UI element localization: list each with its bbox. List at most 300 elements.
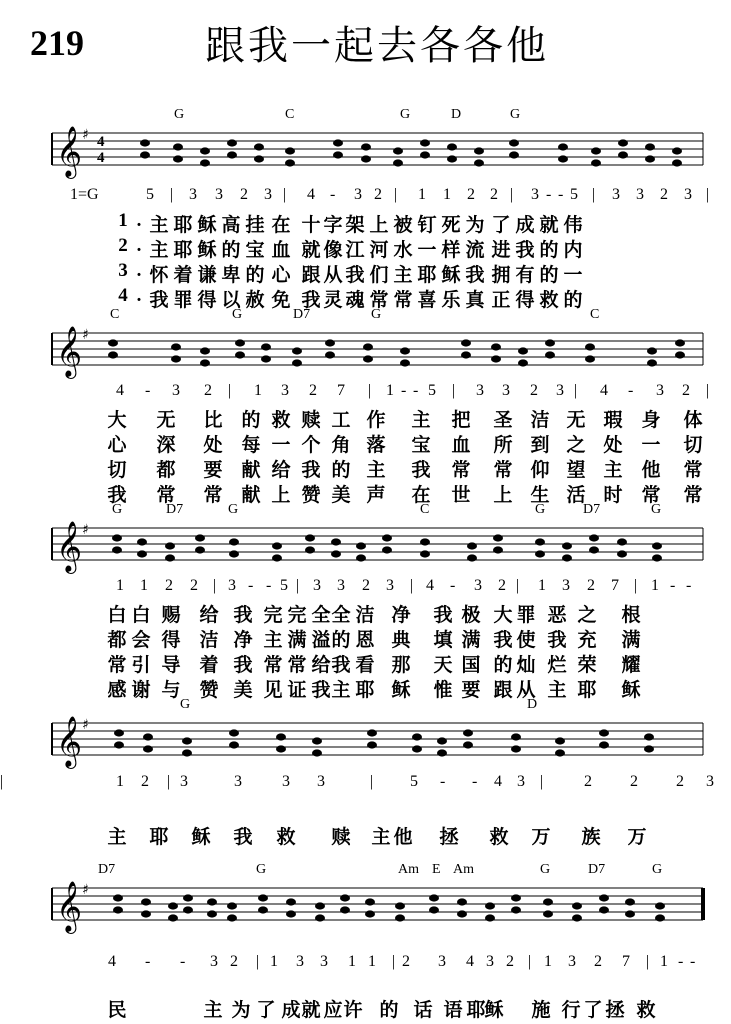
jianpu-note: 3 xyxy=(556,382,564,399)
lyric-char: 瑕 xyxy=(603,410,623,431)
note-head xyxy=(645,155,655,162)
note-head xyxy=(572,902,582,909)
lyric-char: 我 xyxy=(345,265,365,286)
note-head xyxy=(429,906,439,913)
lyric-char: 工 xyxy=(331,410,351,431)
jianpu-note: 2 xyxy=(630,773,638,790)
note-head xyxy=(254,143,264,150)
chord-symbol: D7 xyxy=(166,502,184,517)
lyric-char: 的 xyxy=(241,410,261,431)
note-head xyxy=(518,347,528,354)
lyric-char: 的 xyxy=(563,290,583,311)
jianpu-note: 4 xyxy=(426,577,434,594)
lyric-char: 稣 xyxy=(191,827,211,848)
jianpu-note: 1 xyxy=(270,953,278,970)
lyric-char: 恶 xyxy=(547,605,567,626)
note-head xyxy=(655,914,665,921)
jianpu-note: 2 xyxy=(165,577,173,594)
lyric-char: 完 xyxy=(263,605,283,626)
jianpu-note: 4 xyxy=(600,382,608,399)
jianpu-note: 3 xyxy=(684,186,692,203)
note-head xyxy=(412,733,422,740)
chord-symbol: D7 xyxy=(98,862,116,877)
staff-system-2 xyxy=(0,305,731,385)
jianpu-note: 1 xyxy=(254,382,262,399)
jianpu-note: 2 xyxy=(506,953,514,970)
lyric-char: 挂 xyxy=(245,215,265,236)
lyric-char: 耶 xyxy=(173,240,193,261)
jianpu-note: - xyxy=(678,953,684,970)
lyric-char: 荣 xyxy=(577,655,597,676)
lyric-char: 救 xyxy=(489,827,509,848)
lyric-char: 像 xyxy=(323,240,343,261)
lyric-char: 都 xyxy=(107,630,127,651)
lyric-char: 他 xyxy=(641,460,661,481)
lyric-char: 切 xyxy=(683,435,703,456)
jianpu-note: 3 xyxy=(264,186,272,203)
jianpu-note: - xyxy=(401,382,407,399)
lyric-char: 赞 xyxy=(301,485,321,506)
note-head xyxy=(207,910,217,917)
bar-separator: | xyxy=(368,382,372,399)
lyric-char: 都 xyxy=(156,460,176,481)
lyric-char: 拥 xyxy=(491,265,511,286)
note-head xyxy=(491,343,501,350)
chord-symbol: D7 xyxy=(293,307,311,322)
note-head xyxy=(457,910,467,917)
key-sharp-icon: ♯ xyxy=(82,127,89,143)
chord-symbol: G xyxy=(228,502,239,517)
lyric-char: 灿 xyxy=(516,655,536,676)
lyric-char: 乐 xyxy=(441,290,461,311)
note-head xyxy=(463,741,473,748)
jianpu-note: - xyxy=(472,773,478,790)
lyric-char: 正 xyxy=(491,290,511,311)
bar-separator: | xyxy=(167,773,171,790)
lyric-char: 稣 xyxy=(621,680,641,701)
note-head xyxy=(140,151,150,158)
note-head xyxy=(254,155,264,162)
lyric-char: 我 xyxy=(547,630,567,651)
note-head xyxy=(511,745,521,752)
note-head xyxy=(675,351,685,358)
lyric-char: 耶 xyxy=(466,1000,486,1021)
note-head xyxy=(382,546,392,553)
bar-separator: | xyxy=(283,186,287,203)
lyric-char: 在 xyxy=(411,485,431,506)
jianpu-note: 2 xyxy=(660,186,668,203)
lyric-char: 伟 xyxy=(563,215,583,236)
lyric-char: 切 xyxy=(107,460,127,481)
note-head xyxy=(485,902,495,909)
lyric-verse-2 xyxy=(0,235,731,259)
bar-separator: | xyxy=(256,953,260,970)
lyric-char: 族 xyxy=(581,827,601,848)
note-head xyxy=(340,894,350,901)
lyric-char: 字 xyxy=(323,215,343,236)
note-head xyxy=(617,550,627,557)
note-head xyxy=(618,151,628,158)
lyric-char: 了 xyxy=(583,1000,603,1021)
bar-separator: | xyxy=(370,773,374,790)
note-head xyxy=(463,729,473,736)
lyric-char: 主 xyxy=(263,630,283,651)
lyric-char: 河 xyxy=(369,240,389,261)
chord-symbol: C xyxy=(590,307,600,322)
note-head xyxy=(108,351,118,358)
lyric-char: 献 xyxy=(241,485,261,506)
key-sharp-icon: ♯ xyxy=(82,882,89,898)
lyric-char: 了 xyxy=(256,1000,276,1021)
lyric-char: 洁 xyxy=(530,410,550,431)
lyric-char: 白 xyxy=(131,605,151,626)
note-head xyxy=(518,359,528,366)
lyric-char: 灵 xyxy=(323,290,343,311)
note-head xyxy=(143,745,153,752)
lyric-char: 4 xyxy=(118,285,128,306)
lyric-char: 赎 xyxy=(301,410,321,431)
staff-system-1 xyxy=(0,105,731,185)
jianpu-note: - xyxy=(558,186,564,203)
note-head xyxy=(652,542,662,549)
jianpu-note: - xyxy=(628,382,634,399)
jianpu-note: - xyxy=(330,186,336,203)
lyric-char: 声 xyxy=(366,485,386,506)
lyric-char: 一 xyxy=(641,435,661,456)
bar-separator: | xyxy=(706,186,710,203)
lyric-char: 的 xyxy=(245,265,265,286)
bar-separator: | xyxy=(410,577,414,594)
jianpu-note: 3 xyxy=(531,186,539,203)
jianpu-note: 2 xyxy=(490,186,498,203)
lyric-char: 恩 xyxy=(355,630,375,651)
bar-separator: | xyxy=(0,773,4,790)
note-head xyxy=(599,729,609,736)
jianpu-note: 3 xyxy=(313,577,321,594)
lyric-char: 我 xyxy=(149,290,169,311)
lyric-char: 赦 xyxy=(245,290,265,311)
note-head xyxy=(356,542,366,549)
lyric-char: 全 xyxy=(311,605,331,626)
treble-clef-icon: 𝄞 xyxy=(56,521,83,572)
note-head xyxy=(589,546,599,553)
jianpu-note: 3 xyxy=(502,382,510,399)
note-head xyxy=(285,147,295,154)
jianpu-note: 1 xyxy=(116,577,124,594)
lyric-char: 语 xyxy=(443,1000,463,1021)
lyric-char: 赎 xyxy=(331,827,351,848)
jianpu-note: 1 xyxy=(116,773,124,790)
lyric-char: 给 xyxy=(271,460,291,481)
lyric-char: 献 xyxy=(241,460,261,481)
lyric-char: 所 xyxy=(493,435,513,456)
lyric-char: 惟 xyxy=(433,680,453,701)
note-head xyxy=(141,898,151,905)
lyric-char: 大 xyxy=(493,605,513,626)
lyric-char: 主 xyxy=(149,215,169,236)
lyric-char: 跟 xyxy=(301,265,321,286)
lyric-char: 稣 xyxy=(197,215,217,236)
note-head xyxy=(545,339,555,346)
jianpu-note: - xyxy=(450,577,456,594)
lyric-char: 成 xyxy=(515,215,535,236)
note-head xyxy=(585,355,595,362)
treble-clef-icon: 𝄞 xyxy=(56,326,83,377)
jianpu-note: 3 xyxy=(636,186,644,203)
note-head xyxy=(229,538,239,545)
jianpu-note: 1 xyxy=(386,382,394,399)
lyric-char: 感 xyxy=(107,680,127,701)
jianpu-note: - xyxy=(145,382,151,399)
lyric-char: 施 xyxy=(531,1000,551,1021)
bar-separator: | xyxy=(394,186,398,203)
lyric-char: 的 xyxy=(539,265,559,286)
lyric-char: 死 xyxy=(441,215,461,236)
note-head xyxy=(292,347,302,354)
note-head xyxy=(340,906,350,913)
note-head xyxy=(200,359,210,366)
jianpu-note: 4 xyxy=(116,382,124,399)
note-head xyxy=(652,554,662,561)
jianpu-note: 3 xyxy=(476,382,484,399)
jianpu-note: 1 xyxy=(544,953,552,970)
note-head xyxy=(195,546,205,553)
note-head xyxy=(183,906,193,913)
chord-symbol: G xyxy=(400,107,411,122)
lyric-char: 常 xyxy=(203,485,223,506)
jianpu-note: 3 xyxy=(172,382,180,399)
lyric-char: 救 xyxy=(276,827,296,848)
note-head xyxy=(114,729,124,736)
note-head xyxy=(286,910,296,917)
lyric-char: 证 xyxy=(287,680,307,701)
note-head xyxy=(420,139,430,146)
lyric-char: 主 xyxy=(203,1000,223,1021)
jianpu-note: 2 xyxy=(682,382,690,399)
note-head xyxy=(535,538,545,545)
lyric-verse-2 xyxy=(0,625,731,649)
chord-symbol: C xyxy=(420,502,430,517)
lyric-char: 与 xyxy=(161,680,181,701)
staff-system-5 xyxy=(0,860,731,940)
jianpu-note: 2 xyxy=(204,382,212,399)
note-head xyxy=(195,534,205,541)
jianpu-note: 3 xyxy=(562,577,570,594)
lyric-char: 喜 xyxy=(417,290,437,311)
note-head xyxy=(509,151,519,158)
note-head xyxy=(261,343,271,350)
note-head xyxy=(400,347,410,354)
note-head xyxy=(429,894,439,901)
note-head xyxy=(412,745,422,752)
lyric-char: 罪 xyxy=(516,605,536,626)
lyric-char: 极 xyxy=(461,605,481,626)
note-head xyxy=(672,159,682,166)
note-head xyxy=(474,159,484,166)
lyric-char: 看 xyxy=(355,655,375,676)
lyric-char: 我 xyxy=(411,460,431,481)
lyric-char: 之 xyxy=(577,605,597,626)
lyric-verse-3 xyxy=(0,455,731,479)
lyric-char: 满 xyxy=(287,630,307,651)
lyric-char: 以 xyxy=(221,290,241,311)
lyric-char: 常 xyxy=(287,655,307,676)
bar-separator: | xyxy=(516,577,520,594)
note-head xyxy=(655,902,665,909)
note-head xyxy=(137,538,147,545)
lyric-char: 为 xyxy=(231,1000,251,1021)
lyric-char: 我 xyxy=(233,605,253,626)
lyric-char: 个 xyxy=(301,435,321,456)
bar-separator: | xyxy=(228,382,232,399)
lyric-char: 从 xyxy=(323,265,343,286)
note-head xyxy=(165,554,175,561)
note-head xyxy=(365,910,375,917)
note-head xyxy=(509,139,519,146)
note-head xyxy=(272,542,282,549)
note-head xyxy=(258,906,268,913)
lyric-char: 国 xyxy=(461,655,481,676)
lyric-char: 洁 xyxy=(355,605,375,626)
note-head xyxy=(420,538,430,545)
jianpu-note: 3 xyxy=(486,953,494,970)
note-head xyxy=(285,159,295,166)
bar-separator: | xyxy=(528,953,532,970)
note-head xyxy=(200,347,210,354)
note-head xyxy=(555,737,565,744)
note-head xyxy=(447,155,457,162)
lyric-char: 洁 xyxy=(199,630,219,651)
note-head xyxy=(235,339,245,346)
note-head xyxy=(644,733,654,740)
lyric-char: 拯 xyxy=(439,827,459,848)
lyric-char: 主 xyxy=(411,410,431,431)
lyric-char: 作 xyxy=(366,410,386,431)
note-head xyxy=(305,534,315,541)
lyric-char: 要 xyxy=(203,460,223,481)
bar-separator: | xyxy=(452,382,456,399)
lyric-char: 赐 xyxy=(161,605,181,626)
lyric-char: 比 xyxy=(203,410,223,431)
jianpu-note: 1 xyxy=(660,953,668,970)
lyric-char: 万 xyxy=(627,827,647,848)
note-head xyxy=(315,914,325,921)
lyric-char: 主 xyxy=(331,680,351,701)
jianpu-note: - xyxy=(145,953,151,970)
chord-symbol: G xyxy=(174,107,185,122)
lyric-char: 十 xyxy=(301,215,321,236)
jianpu-note: 4 xyxy=(494,773,502,790)
note-head xyxy=(558,143,568,150)
jianpu-note: 2 xyxy=(498,577,506,594)
lyric-char: 着 xyxy=(173,265,193,286)
lyric-char: 江 xyxy=(345,240,365,261)
lyric-char: 常 xyxy=(641,485,661,506)
lyric-char: 万 xyxy=(531,827,551,848)
jianpu-note: 2 xyxy=(402,953,410,970)
key-sharp-icon: ♯ xyxy=(82,522,89,538)
lyric-char: 真 xyxy=(465,290,485,311)
time-signature: 4 xyxy=(97,134,105,150)
note-head xyxy=(261,355,271,362)
lyric-char: 应 xyxy=(323,1000,343,1021)
lyric-char: 我 xyxy=(331,655,351,676)
note-head xyxy=(140,139,150,146)
note-head xyxy=(572,914,582,921)
jianpu-note: 3 xyxy=(706,773,714,790)
note-head xyxy=(617,538,627,545)
lyric-char: 的 xyxy=(493,655,513,676)
note-head xyxy=(645,143,655,150)
chord-symbol: G xyxy=(652,862,663,877)
lyric-char: 的 xyxy=(331,630,351,651)
lyric-char: 救 xyxy=(636,1000,656,1021)
lyric-char: 处 xyxy=(203,435,223,456)
note-head xyxy=(333,151,343,158)
lyric-char: 得 xyxy=(197,290,217,311)
treble-clef-icon: 𝄞 xyxy=(56,716,83,767)
lyric-char: 圣 xyxy=(493,410,513,431)
note-head xyxy=(672,147,682,154)
note-head xyxy=(108,339,118,346)
note-head xyxy=(382,534,392,541)
jianpu-note: 1 xyxy=(418,186,426,203)
jianpu-note: 5 xyxy=(280,577,288,594)
note-head xyxy=(227,914,237,921)
lyric-char: 卑 xyxy=(221,265,241,286)
note-head xyxy=(585,343,595,350)
chord-symbol: G xyxy=(112,502,123,517)
jianpu-note: 5 xyxy=(570,186,578,203)
note-head xyxy=(183,894,193,901)
jianpu-note: 2 xyxy=(190,577,198,594)
lyric-char: 稣 xyxy=(484,1000,504,1021)
lyric-char: 耶 xyxy=(149,827,169,848)
lyric-char: 会 xyxy=(131,630,151,651)
jianpu-note: 2 xyxy=(587,577,595,594)
jianpu-note: 2 xyxy=(240,186,248,203)
lyric-char: 仰 xyxy=(530,460,550,481)
jianpu-note: 3 xyxy=(517,773,525,790)
note-head xyxy=(182,737,192,744)
hymn-title: 跟我一起去各各他 xyxy=(205,23,549,68)
lyric-char: 上 xyxy=(493,485,513,506)
jianpu-note: 1 xyxy=(443,186,451,203)
lyric-char: 大 xyxy=(107,410,127,431)
lyric-char: 我 xyxy=(233,827,253,848)
lyric-char: 导 xyxy=(161,655,181,676)
lyric-char: 常 xyxy=(369,290,389,311)
jianpu-note: 4 xyxy=(307,186,315,203)
lyric-char: 充 xyxy=(577,630,597,651)
note-head xyxy=(114,741,124,748)
lyric-char: 就 xyxy=(301,1000,321,1021)
note-head xyxy=(647,359,657,366)
note-head xyxy=(171,343,181,350)
lyric-char: 就 xyxy=(301,240,321,261)
lyric-char: 满 xyxy=(461,630,481,651)
lyric-char: 流 xyxy=(465,240,485,261)
note-head xyxy=(143,733,153,740)
jianpu-note: 3 xyxy=(228,577,236,594)
jianpu-line-5 xyxy=(0,953,731,975)
note-head xyxy=(393,159,403,166)
lyric-char: 我 xyxy=(301,460,321,481)
lyric-char: 主 xyxy=(393,265,413,286)
jianpu-note: 3 xyxy=(337,577,345,594)
note-head xyxy=(325,351,335,358)
lyric-char: 无 xyxy=(566,410,586,431)
